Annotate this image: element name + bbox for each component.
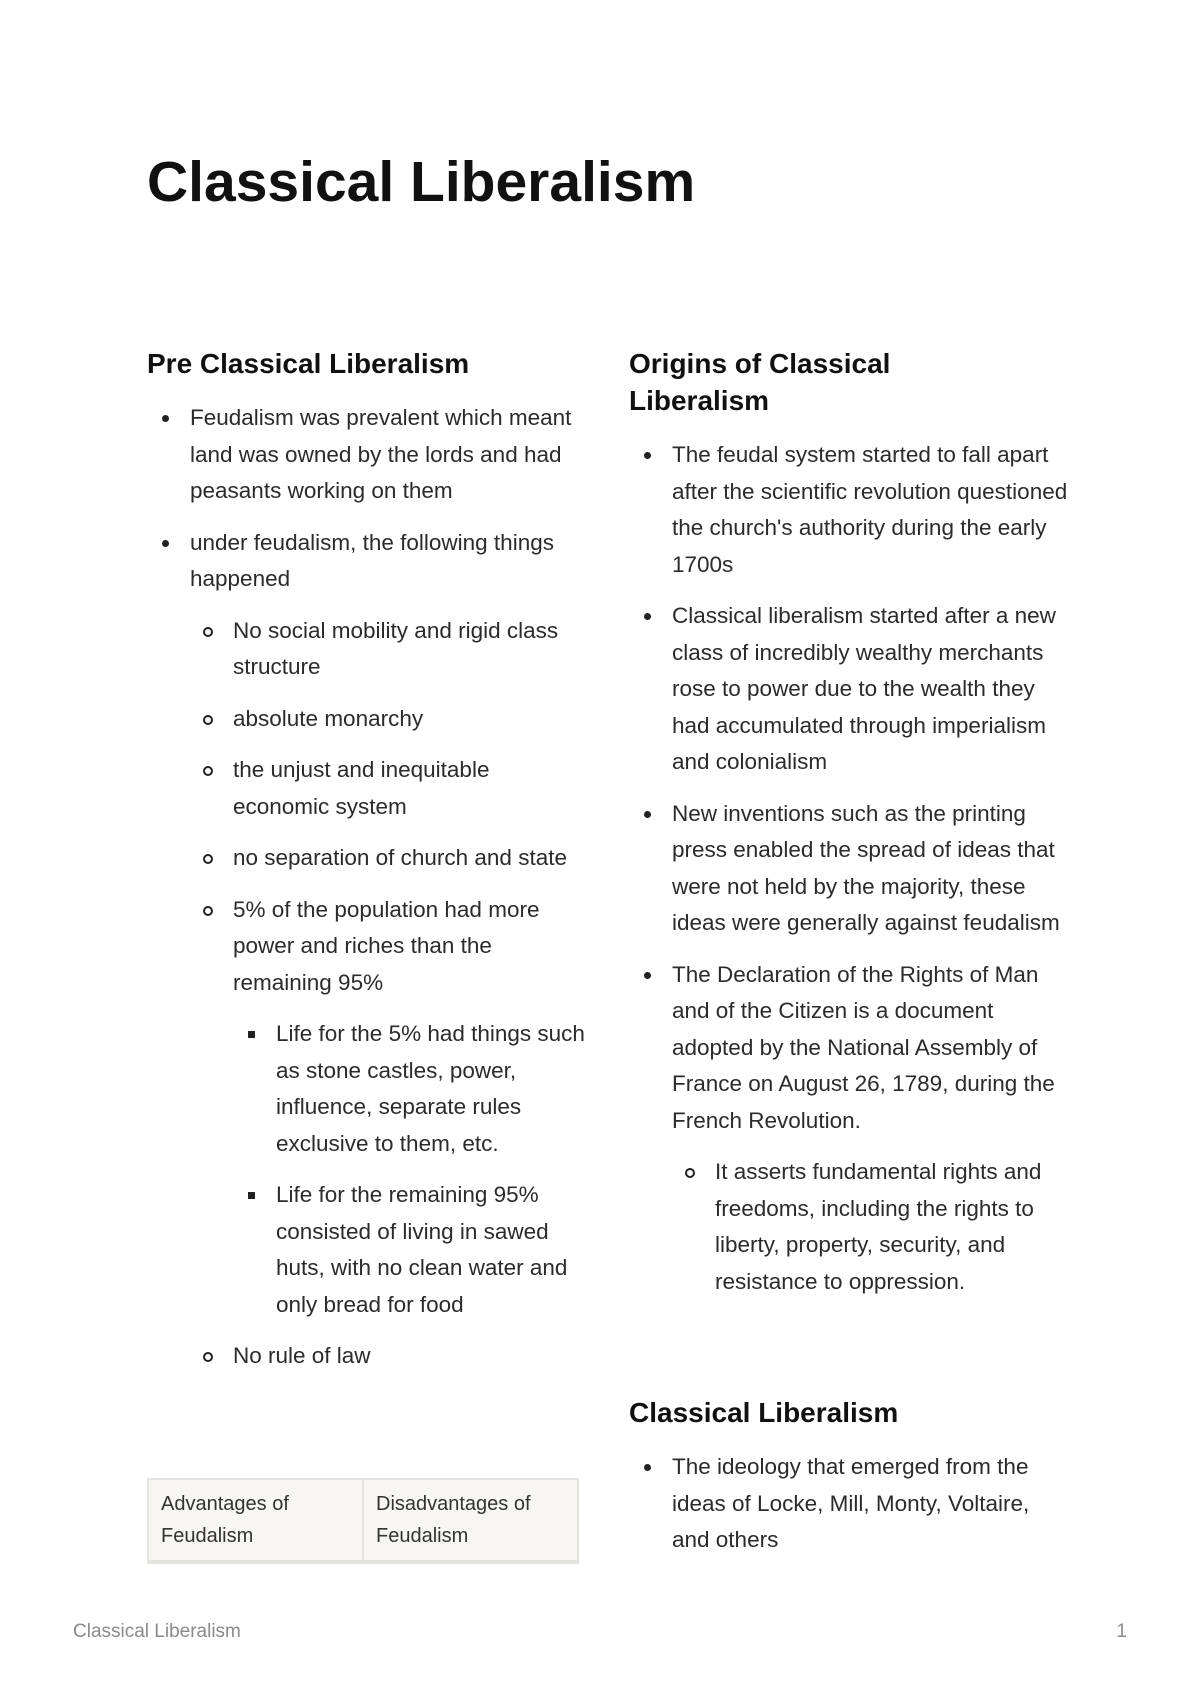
table-header-disadvantages: Disadvantages of Feudalism [363,1479,578,1561]
list-item-text: Life for the remaining 95% consisted of living in sawed huts, with no clean water and only bread for food [276,1182,568,1317]
table-cell [363,1561,578,1563]
list-item [190,613,587,686]
list-item [629,1449,1069,1559]
list-item-text: the unjust and inequitable economic system [233,757,490,819]
footer-title: Classical Liberalism [73,1621,241,1642]
list-item-text: Feudalism was prevalent which meant land was owned by the lords and had peasants working on them [190,405,572,503]
advantages-table [147,1478,579,1564]
classical-liberalism-section [629,1394,1069,1574]
list-item-text: It asserts fundamental rights and freedoms, including the rights to liberty, property, security, and resistance to oppression. [715,1159,1042,1294]
list-item [233,1016,587,1162]
section-heading-pre-classical: Pre Classical Liberalism [147,348,470,379]
list-item-text: 5% of the population had more power and riches than the remaining 95% [233,896,540,995]
origins-list [629,437,1069,1300]
list-item [629,437,1069,583]
table-header-advantages: Advantages of Feudalism [148,1479,363,1561]
list-item [190,1338,587,1375]
list-item-text: No social mobility and rigid class structure [233,617,559,679]
list-item-text: no separation of church and state [233,845,567,870]
list-item-text: under feudalism, the following things happened [190,529,554,591]
feudalism-table [147,1478,579,1564]
list-item [629,957,1069,1301]
list-item-text: The ideology that emerged from the ideas of Locke, Mill, Monty, Voltaire, and others [672,1454,1030,1552]
list-item [629,796,1069,942]
list-item-text: The Declaration of the Rights of Man and of the Citizen is a document adopted by the National Assembly of France on August 26, 1789, during the French Revolution. [672,961,1055,1133]
list-item [190,840,587,877]
list-item-text: Life for the 5% had things such as stone castles, power, influence, separate rules exclusive to them, etc. [276,1021,585,1156]
list-item [190,892,587,1324]
list-item-text: New inventions such as the printing press enabled the spread of ideas that were not held by the majority, these ideas were generally against feudalism [672,800,1060,935]
feudalism-effects-list [190,613,587,1375]
list-item [233,1177,587,1323]
document-title: Classical Liberalism [147,150,696,214]
pre-classical-list [147,400,587,1375]
list-item [190,701,587,738]
list-item [147,400,587,510]
table-cell [148,1561,363,1563]
list-item-text: absolute monarchy [233,705,424,731]
list-item-text: No rule of law [233,1343,371,1368]
list-item-text: The feudal system started to fall apart after the scientific revolution questioned the church's authority during the early 1700s [672,442,1068,577]
section-heading-origins: Origins of Classical Liberalism [629,348,891,416]
list-item [190,752,587,825]
origins-section [629,345,1069,1315]
list-item [672,1154,1069,1300]
page-number: 1 [1116,1621,1127,1642]
classical-list [629,1449,1069,1559]
list-item [147,525,587,1375]
population-detail-list [233,1016,587,1323]
declaration-detail-list [672,1154,1069,1300]
table-row [148,1561,578,1563]
list-item [629,598,1069,781]
list-item-text: Classical liberalism started after a new class of incredibly wealthy merchants rose to power due to the wealth they had accumulated through imperialism and colonialism [672,603,1056,774]
section-heading-classical: Classical Liberalism [629,1397,899,1428]
pre-classical-section [147,345,587,1390]
